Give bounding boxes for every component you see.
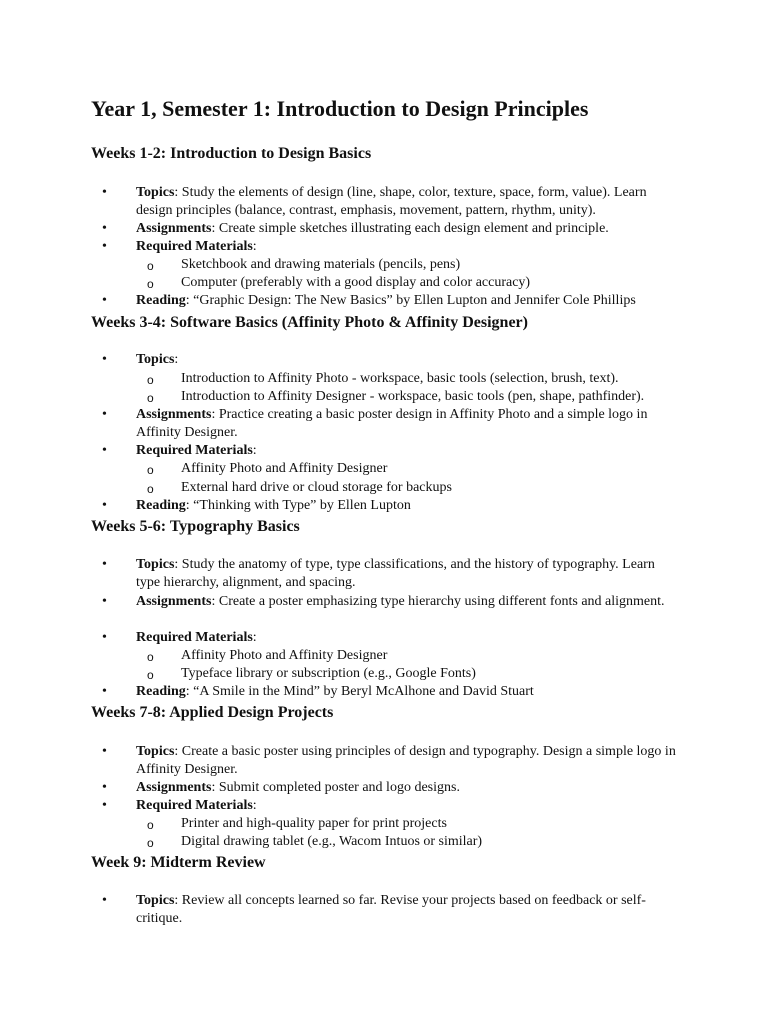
item-text: :: [252, 798, 257, 813]
section-heading: Weeks 3-4: Software Basics (Affinity Photo & Affinity Designer): [91, 314, 528, 331]
item-text: :: [174, 352, 179, 367]
bullet-icon: •: [102, 594, 107, 609]
item-label: Topics: [136, 557, 175, 572]
sub-bullet-icon: o: [147, 391, 154, 405]
item-label: Assignments: [136, 221, 212, 236]
sub-bullet-icon: o: [147, 650, 154, 664]
sub-bullet-icon: o: [147, 259, 154, 273]
item-text: :: [252, 239, 257, 254]
section-heading: Weeks 1-2: Introduction to Design Basics: [91, 145, 372, 162]
item-text: : “A Smile in the Mind” by Beryl McAlhone and David Stuart: [185, 684, 534, 699]
item-label: Topics: [136, 893, 175, 908]
item-label: Reading: [136, 293, 186, 308]
item-text: : Practice creating a basic poster design in Affinity Photo and a simple logo in Affinity Designer.: [136, 407, 648, 440]
item-label: Required Materials: [136, 798, 253, 813]
sub-bullet-icon: o: [147, 463, 154, 477]
bullet-icon: •: [102, 780, 107, 795]
sub-bullet-icon: o: [147, 818, 154, 832]
item-text: : “Thinking with Type” by Ellen Lupton: [185, 498, 411, 513]
item-text: :: [252, 630, 257, 645]
item-label: Required Materials: [136, 630, 253, 645]
sub-bullet-icon: o: [147, 668, 154, 682]
item-label: Assignments: [136, 594, 212, 609]
sub-bullet-icon: o: [147, 836, 154, 850]
bullet-icon: •: [102, 798, 107, 813]
bullet-icon: •: [102, 352, 107, 367]
item-text: : Create a poster emphasizing type hierarchy using different fonts and alignment.: [211, 594, 665, 609]
item-label: Topics: [136, 352, 175, 367]
item-text: : Study the elements of design (line, shape, color, texture, space, form, value). Learn design principles (balance, contrast, emphasis, movement, pattern, rhythm, unity).: [136, 185, 647, 218]
bullet-icon: •: [102, 630, 107, 645]
item-text: : Submit completed poster and logo designs.: [211, 780, 460, 795]
bullet-icon: •: [102, 185, 107, 200]
section-heading: Weeks 5-6: Typography Basics: [91, 518, 300, 535]
bullet-icon: •: [102, 293, 107, 308]
bullet-icon: •: [102, 498, 107, 513]
item-text: : “Graphic Design: The New Basics” by Ellen Lupton and Jennifer Cole Phillips: [185, 293, 636, 308]
bullet-icon: •: [102, 443, 107, 458]
bullet-icon: •: [102, 221, 107, 236]
item-text: : Review all concepts learned so far. Revise your projects based on feedback or self-critique.: [136, 893, 646, 926]
bullet-icon: •: [102, 744, 107, 759]
bullet-icon: •: [102, 239, 107, 254]
item-text: : Study the anatomy of type, type classifications, and the history of typography. Learn type hierarchy, alignment, and spacing.: [136, 557, 655, 590]
sub-bullet-icon: o: [147, 373, 154, 387]
item-label: Assignments: [136, 407, 212, 422]
item-label: Reading: [136, 684, 186, 699]
page-title: Year 1, Semester 1: Introduction to Design Principles: [91, 96, 589, 121]
item-text: : Create a basic poster using principles of design and typography. Design a simple logo in Affinity Designer.: [136, 744, 676, 777]
item-label: Reading: [136, 498, 186, 513]
bullet-icon: •: [102, 407, 107, 422]
sub-bullet-icon: o: [147, 277, 154, 291]
section-heading: Week 9: Midterm Review: [91, 854, 266, 871]
item-text: : Create simple sketches illustrating each design element and principle.: [211, 221, 609, 236]
bullet-icon: •: [102, 684, 107, 699]
item-label: Topics: [136, 185, 175, 200]
item-label: Assignments: [136, 780, 212, 795]
section-heading: Weeks 7-8: Applied Design Projects: [91, 704, 334, 721]
bullet-icon: •: [102, 557, 107, 572]
bullet-icon: •: [102, 893, 107, 908]
item-label: Required Materials: [136, 239, 253, 254]
item-label: Topics: [136, 744, 175, 759]
document-page: Year 1, Semester 1: Introduction to Design Principles Weeks 1-2: Introduction to Design Basics • Topics: Study the elements of design (line, shape, color, texture, space, form, value). Learn design principles (balance, contrast, emphasis, movement, pattern, rhythm, unity). • Assignments: Create simple sketches illustrating each design element and principle. • Required Materials: o Sketchbook and drawing materials (pencils, pens) o Computer (preferably with a good display and color accuracy) • Reading: “Graphic Design: The New Basics” by Ellen Lupton and Jennifer Cole Phillips Weeks 3-4: Software Basics (Affinity Photo & Affinity Designer) • Topics: o Introduction to Affinity Photo - workspace, basic tools (selection, brush, text). o Introduction to Affinity Designer - workspace, basic tools (pen, shape, pathfinder). • Assignments: Practice creating a basic poster design in Affinity Photo and a simple logo in Affinity Designer. • Required Materials: o Affinity Photo and Affinity Designer o External hard drive or cloud storage for backups • Reading: “Thinking with Type” by Ellen Lupton Weeks 5-6: Typography Basics • Topics: Study the anatomy of type, type classifications, and the history of typography. Learn type hierarchy, alignment, and spacing. • Assignments: Create a poster emphasizing type hierarchy using different fonts and alignment. • Required Materials: o Affinity Photo and Affinity Designer o Typeface library or subscription (e.g., Google Fonts) • Reading: “A Smile in the Mind” by Beryl McAlhone and David Stuart Weeks 7-8: Applied Design Projects • Topics: Create a basic poster using principles of design and typography. Design a simple logo in Affinity Designer. • Assignments: Submit completed poster and logo designs. • Required Materials: o Printer and high-quality paper for print projects o Digital drawing tablet (e.g., Wacom Intuos or similar) Week 9: Midterm Review • Topics: Review all concepts learned so far. Revise your projects based on feedback or self-critique.: [91, 96, 676, 926]
item-label: Required Materials: [136, 443, 253, 458]
sub-bullet-icon: o: [147, 482, 154, 496]
item-text: :: [252, 443, 257, 458]
